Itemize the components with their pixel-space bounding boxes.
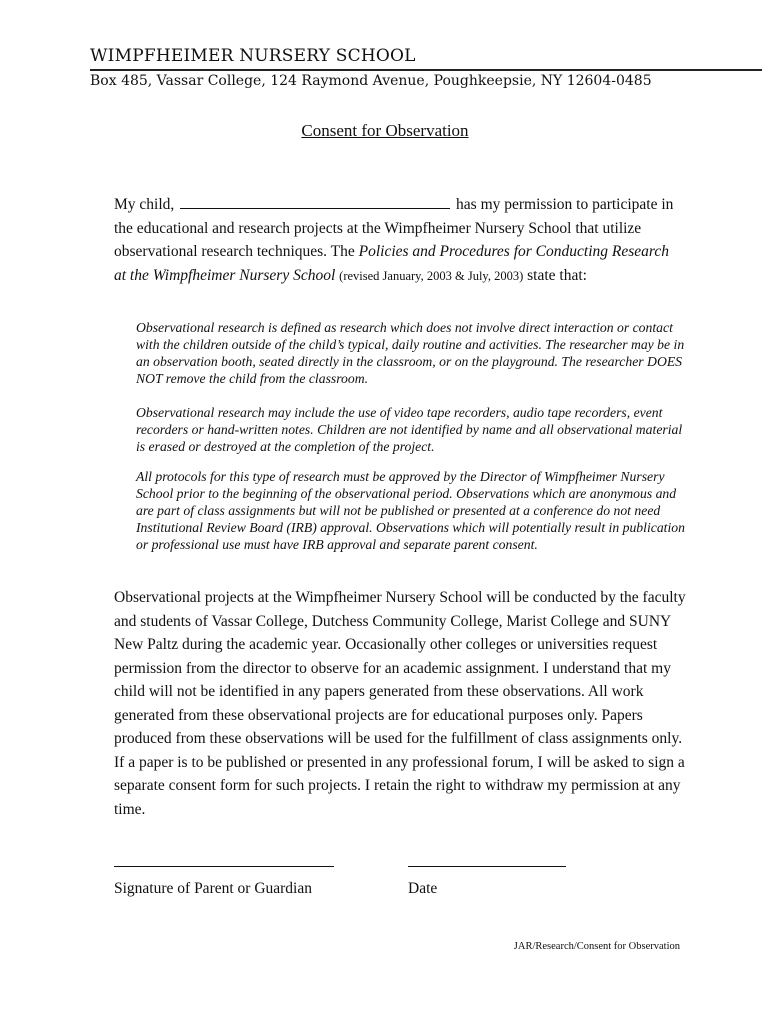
policy-quote-1: Observational research is defined as research which does not involve direct interaction or contact with the children outside of the child’s typical, daily routine and activities. The researcher may be in an observation booth, seated directly in the classroom, or on the playground. The researcher DOES NOT remove the child from the classroom. — [136, 320, 685, 386]
intro-text-2: has my permission to participate in the educational and research projects at the Wimpfheimer Nursery School that utilize observational research techniques. The — [114, 196, 674, 260]
document-title-text: Consent for Observation — [301, 121, 469, 140]
date-line[interactable] — [408, 866, 566, 867]
policy-quote-3: All protocols for this type of research must be approved by the Director of Wimpfheimer Nursery School prior to the beginning of the observational period. Observations which are anonymous and are part of class assignments but will not be published or presented at a conference do not need Institutional Review Board (IRB) approval. Observations which will potentially result in publication or professional use must have IRB approval and separate parent consent. — [136, 469, 685, 552]
consent-paragraph: Observational projects at the Wimpfheimer Nursery School will be conducted by the faculty and students of Vassar College, Dutchess Community College, Marist College and SUNY New Paltz during the academic year. Occasionally other colleges or universities request permission from the director to observe for an academic assignment. I understand that my child will not be identified in any papers generated from these observations. All work generated from these observational projects are for educational purposes only. Papers produced from these observations will be used for the fulfillment of class assignments only. If a paper is to be published or presented in any professional forum, I will be asked to sign a separate consent form for such projects. I retain the right to withdraw my permission at any time. — [114, 589, 686, 818]
document-title — [0, 121, 770, 141]
parent-signature-line[interactable] — [114, 866, 334, 867]
parent-signature-label: Signature of Parent or Guardian — [114, 880, 312, 897]
intro-text-1: My child, — [114, 196, 175, 213]
footer-reference: JAR/Research/Consent for Observation — [513, 941, 680, 952]
header-rule — [90, 69, 762, 71]
intro-paragraph — [114, 193, 684, 288]
child-name-field[interactable] — [180, 194, 450, 209]
policy-quote-2: Observational research may include the use of video tape recorders, audio tape recorders, event recorders or hand-written notes. Children are not identified by name and all observational material is erased or destroyed at the completion of the project. — [136, 405, 683, 454]
revision-note: (revised January, 2003 & July, 2003) — [339, 268, 524, 283]
intro-text-3: state that: — [527, 266, 587, 284]
policy-title: Policies and Procedures for Conducting Research at the Wimpfheimer Nursery School — [114, 243, 669, 284]
date-label: Date — [408, 880, 438, 897]
school-address: Box 485, Vassar College, 124 Raymond Avenue, Poughkeepsie, NY 12604-0485 — [90, 73, 652, 89]
school-name: WIMPFHEIMER NURSERY SCHOOL — [90, 46, 416, 66]
